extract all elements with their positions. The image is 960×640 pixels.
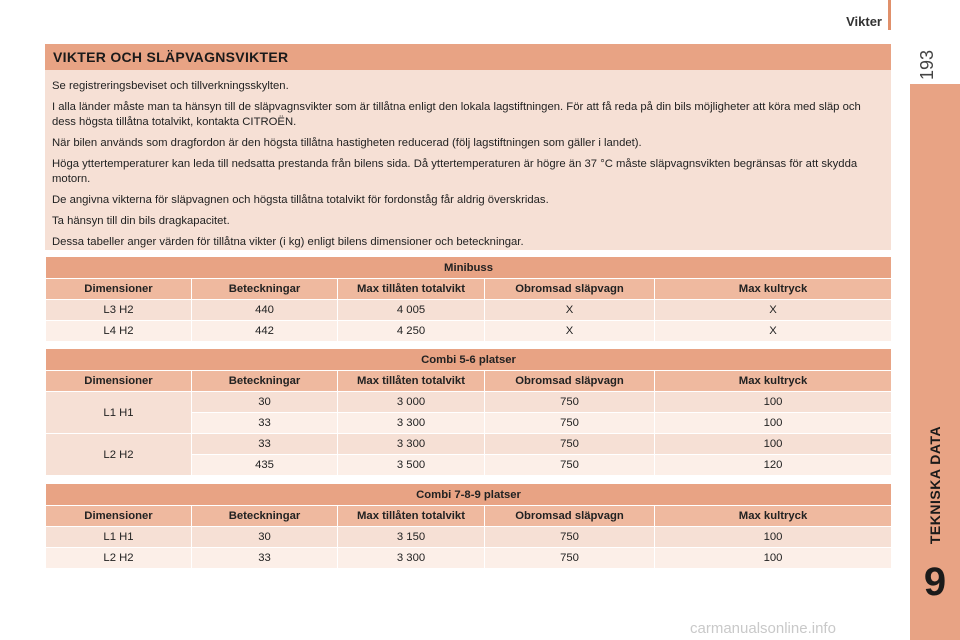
column-header-designation: Beteckningar xyxy=(192,279,338,300)
table-cell: 750 xyxy=(485,527,655,548)
column-header-max-weight: Max tillåten totalvikt xyxy=(338,279,485,300)
table-cell: 750 xyxy=(485,413,655,434)
table-cell: 30 xyxy=(192,527,338,548)
dimension-cell: L1 H1 xyxy=(46,392,192,434)
minibuss-table xyxy=(45,256,892,342)
page-number: 193 xyxy=(917,49,937,80)
chapter-title: TEKNISKA DATA xyxy=(927,425,944,545)
table-cell: X xyxy=(655,321,892,342)
intro-paragraph: De angivna vikterna för släpvagnen och högsta tillåtna totalvikt för fordonståg får aldrig överskridas. xyxy=(52,194,549,206)
table-caption: Combi 7-8-9 platser xyxy=(46,484,892,506)
table-cell: 750 xyxy=(485,548,655,569)
watermark: carmanualsonline.info xyxy=(690,620,836,637)
table-cell: L1 H1 xyxy=(46,527,192,548)
header-divider xyxy=(888,0,891,30)
table-cell: 750 xyxy=(485,392,655,413)
dimension-cell: L2 H2 xyxy=(46,434,192,476)
table-row xyxy=(46,392,892,413)
table-row xyxy=(46,548,892,569)
intro-paragraph: I alla länder måste man ta hänsyn till de släpvagnsvikter som är tillåtna enligt den lokala lagstiftningen. För att få reda på din bils möjligheter att köra med släp och dess högsta tillåtna totalvikt, kontakta CITROËN. xyxy=(52,101,861,128)
column-header-unbraked-trailer: Obromsad släpvagn xyxy=(485,506,655,527)
table-cell: 3 500 xyxy=(338,455,485,476)
table-row xyxy=(46,321,892,342)
table-cell: 30 xyxy=(192,392,338,413)
table-cell: 3 150 xyxy=(338,527,485,548)
intro-paragraph: Höga yttertemperaturer kan leda till nedsatta prestanda från bilens sida. Då yttertemperaturen är högre än 37 °C måste släpvagnsvikten begränsas för att skydda motorn. xyxy=(52,158,858,185)
table-caption: Minibuss xyxy=(46,257,892,279)
table-cell: 120 xyxy=(655,455,892,476)
table-cell: X xyxy=(655,300,892,321)
combi-7-8-9-table xyxy=(45,483,892,569)
intro-paragraph: Se registreringsbeviset och tillverkningsskylten. xyxy=(52,80,289,92)
column-header-unbraked-trailer: Obromsad släpvagn xyxy=(485,371,655,392)
table-cell: L2 H2 xyxy=(46,548,192,569)
table-cell: 435 xyxy=(192,455,338,476)
intro-paragraph: När bilen används som dragfordon är den högsta tillåtna hastigheten reducerad (följ lagstiftningen som gäller i landet). xyxy=(52,137,642,149)
intro-heading: VIKTER OCH SLÄPVAGNSVIKTER xyxy=(45,44,891,70)
table-cell: 100 xyxy=(655,434,892,455)
table-cell: 750 xyxy=(485,434,655,455)
table-cell: 3 300 xyxy=(338,434,485,455)
section-title: Vikter xyxy=(846,14,882,29)
table-cell: 442 xyxy=(192,321,338,342)
table-cell: 33 xyxy=(192,434,338,455)
table-cell: 33 xyxy=(192,548,338,569)
table-cell: 100 xyxy=(655,527,892,548)
combi-5-6-table xyxy=(45,348,892,476)
table-cell: 33 xyxy=(192,413,338,434)
table-cell: 3 300 xyxy=(338,413,485,434)
table-cell: X xyxy=(485,300,655,321)
column-header-max-weight: Max tillåten totalvikt xyxy=(338,371,485,392)
column-header-unbraked-trailer: Obromsad släpvagn xyxy=(485,279,655,300)
chapter-title-wrap xyxy=(910,410,960,560)
table-row xyxy=(46,434,892,455)
table-row xyxy=(46,527,892,548)
column-header-nose-weight: Max kultryck xyxy=(655,371,892,392)
table-cell: 4 250 xyxy=(338,321,485,342)
chapter-number: 9 xyxy=(923,560,947,604)
column-header-max-weight: Max tillåten totalvikt xyxy=(338,506,485,527)
table-cell: 100 xyxy=(655,413,892,434)
intro-paragraph: Dessa tabeller anger värden för tillåtna vikter (i kg) enligt bilens dimensioner och beteckningar. xyxy=(52,236,524,248)
table-cell: X xyxy=(485,321,655,342)
table-cell: L3 H2 xyxy=(46,300,192,321)
column-header-designation: Beteckningar xyxy=(192,371,338,392)
column-header-dimension: Dimensioner xyxy=(46,279,192,300)
table-caption: Combi 5-6 platser xyxy=(46,349,892,371)
table-cell: 440 xyxy=(192,300,338,321)
column-header-nose-weight: Max kultryck xyxy=(655,279,892,300)
table-cell: 3 000 xyxy=(338,392,485,413)
table-cell: 3 300 xyxy=(338,548,485,569)
intro-paragraph: Ta hänsyn till din bils dragkapacitet. xyxy=(52,215,230,227)
column-header-designation: Beteckningar xyxy=(192,506,338,527)
table-cell: L4 H2 xyxy=(46,321,192,342)
column-header-dimension: Dimensioner xyxy=(46,371,192,392)
table-cell: 100 xyxy=(655,548,892,569)
table-cell: 100 xyxy=(655,392,892,413)
column-header-dimension: Dimensioner xyxy=(46,506,192,527)
table-row xyxy=(46,300,892,321)
column-header-nose-weight: Max kultryck xyxy=(655,506,892,527)
intro-section xyxy=(45,44,891,250)
table-cell: 4 005 xyxy=(338,300,485,321)
table-cell: 750 xyxy=(485,455,655,476)
intro-body xyxy=(45,70,891,250)
